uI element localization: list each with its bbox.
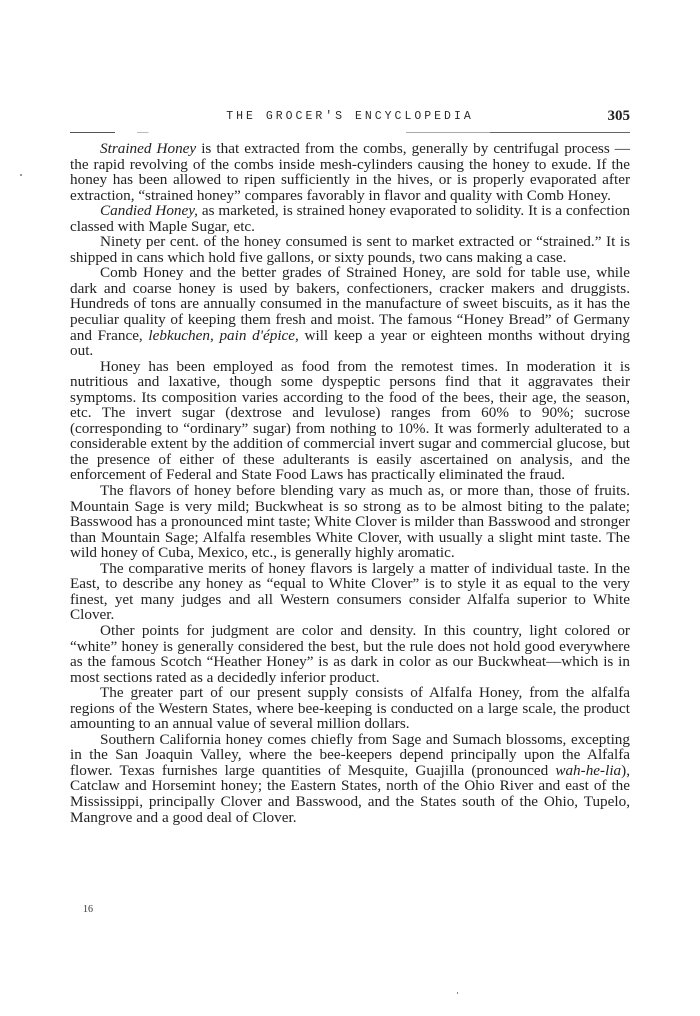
term-candied-honey: Candied Honey, [100,202,198,220]
running-head [70,110,630,130]
paragraph-comparative-merits: The comparative merits of honey flavors is largely a matter of individual taste. In the East, to describe any honey as “equal to White Clover” is to style it as equal to the very finest, yet many judges and all Western consumers consider Alfalfa superior to White Clover. [70,559,630,624]
paragraph-comb-honey: Comb Honey and the better grades of Strained Honey, are sold for table use, while dark and coarse honey is used by bakers, confectioners, cracker makers and druggists. Hundreds of tons are annually consumed in the manufacture of sweet biscuits, as it has the peculiar quality of keeping them fresh and moist. The famous “Honey Bread” of Germany and France, lebkuchen, pain d'épice, will keep a year or eighteen months without drying out. [70,264,631,360]
paragraph-regional-sources: Southern California honey comes chiefly from Sage and Sumach blossoms, excepting in the San Joaquin Valley, where the bee-keepers depend principally upon the Alfalfa flower. Texas furnishes large quantities of Mesquite, Guajilla (pronounced wah-he-lia), Catclaw and Horsemint honey; the Eastern States, north of the Ohio River and east of the Mississippi, principally Clover and Basswood, and the States south of the Ohio, Tupelo, Mangrove and a good deal of Clover. [70,730,630,826]
paragraph-candied-honey: Candied Honey, as marketed, is strained honey evaporated to solidity. It is a confection classed with Maple Sugar, etc. [70,202,631,235]
term-strained-honey: Strained Honey [100,140,197,157]
scan-speck [20,174,22,176]
body-text [70,141,630,825]
paragraph-honey-history: Honey has been employed as food from the remotest times. In moderation it is nutritious and laxative, though some dyspeptic persons find that it aggravates their symptoms. Its composition varies according to the food of the bees, their age, the season, etc. The invert sugar (dextrose and levulose) ranges from 60% to 90%; sucrose (corresponding to “ordinary” sugar) from nothing to 10%. It was formerly adulterated to a considerable extent by the addition of commercial invert sugar and commercial glucose, but the presence of either of these adulterants is easily ascertained on analysis, and the enforcement of Federal and State Food Laws has practically eliminated the fraud. [70,357,630,484]
signature-mark: 16 [83,904,93,915]
scan-speck [457,992,458,994]
page-number: 305 [607,108,630,124]
paragraph-flavors: The flavors of honey before blending vary as much as, or more than, those of fruits. Mountain Sage is very mild; Buckwheat is so strong as to be almost biting to the palate; Basswood has a pronounced mint taste; White Clover is milder than Basswood and stronger than Mountain Sage; Alfalfa resembles White Clover, with usually a slight mint taste. The wild honey of Cuba, Mexico, etc., is generally highly aromatic. [70,482,630,562]
running-title: THE GROCER'S ENCYCLOPEDIA [226,110,474,123]
paragraph-strained-honey: Strained Honey is that extracted from the combs, generally by centrifugal process —the rapid revolving of the combs inside mesh-cylinders causing the honey to exude. If the honey has been allowed to ripen sufficiently in the hives, or is properly evaporated after extraction, “strained honey” compares favorably in flavor and quality with Comb Honey. [70,140,630,204]
paragraph-ninety-per-cent: Ninety per cent. of the honey consumed is sent to market extracted or “strained.” It is shipped in cans which hold five gallons, or sixty pounds, two cans making a case. [70,233,630,266]
term-lebkuchen: lebkuchen, pain d'épice, [148,326,299,344]
header-rule [70,132,630,133]
paragraph-alfalfa-supply: The greater part of our present supply consists of Alfalfa Honey, from the alfalfa regions of the Western States, where bee-keeping is conducted on a large scale, the product amounting to an annual value of several million dollars. [70,684,630,733]
paragraph-color-density: Other points for judgment are color and density. In this country, light colored or “white” honey is generally considered the best, but the rule does not hold good everywhere as the famous Scotch “Heather Honey” is as dark in color as our Buckwheat—which is in most sections rated as a decidedly inferior product. [70,621,630,686]
term-pronunciation: wah-he-lia [555,761,622,779]
